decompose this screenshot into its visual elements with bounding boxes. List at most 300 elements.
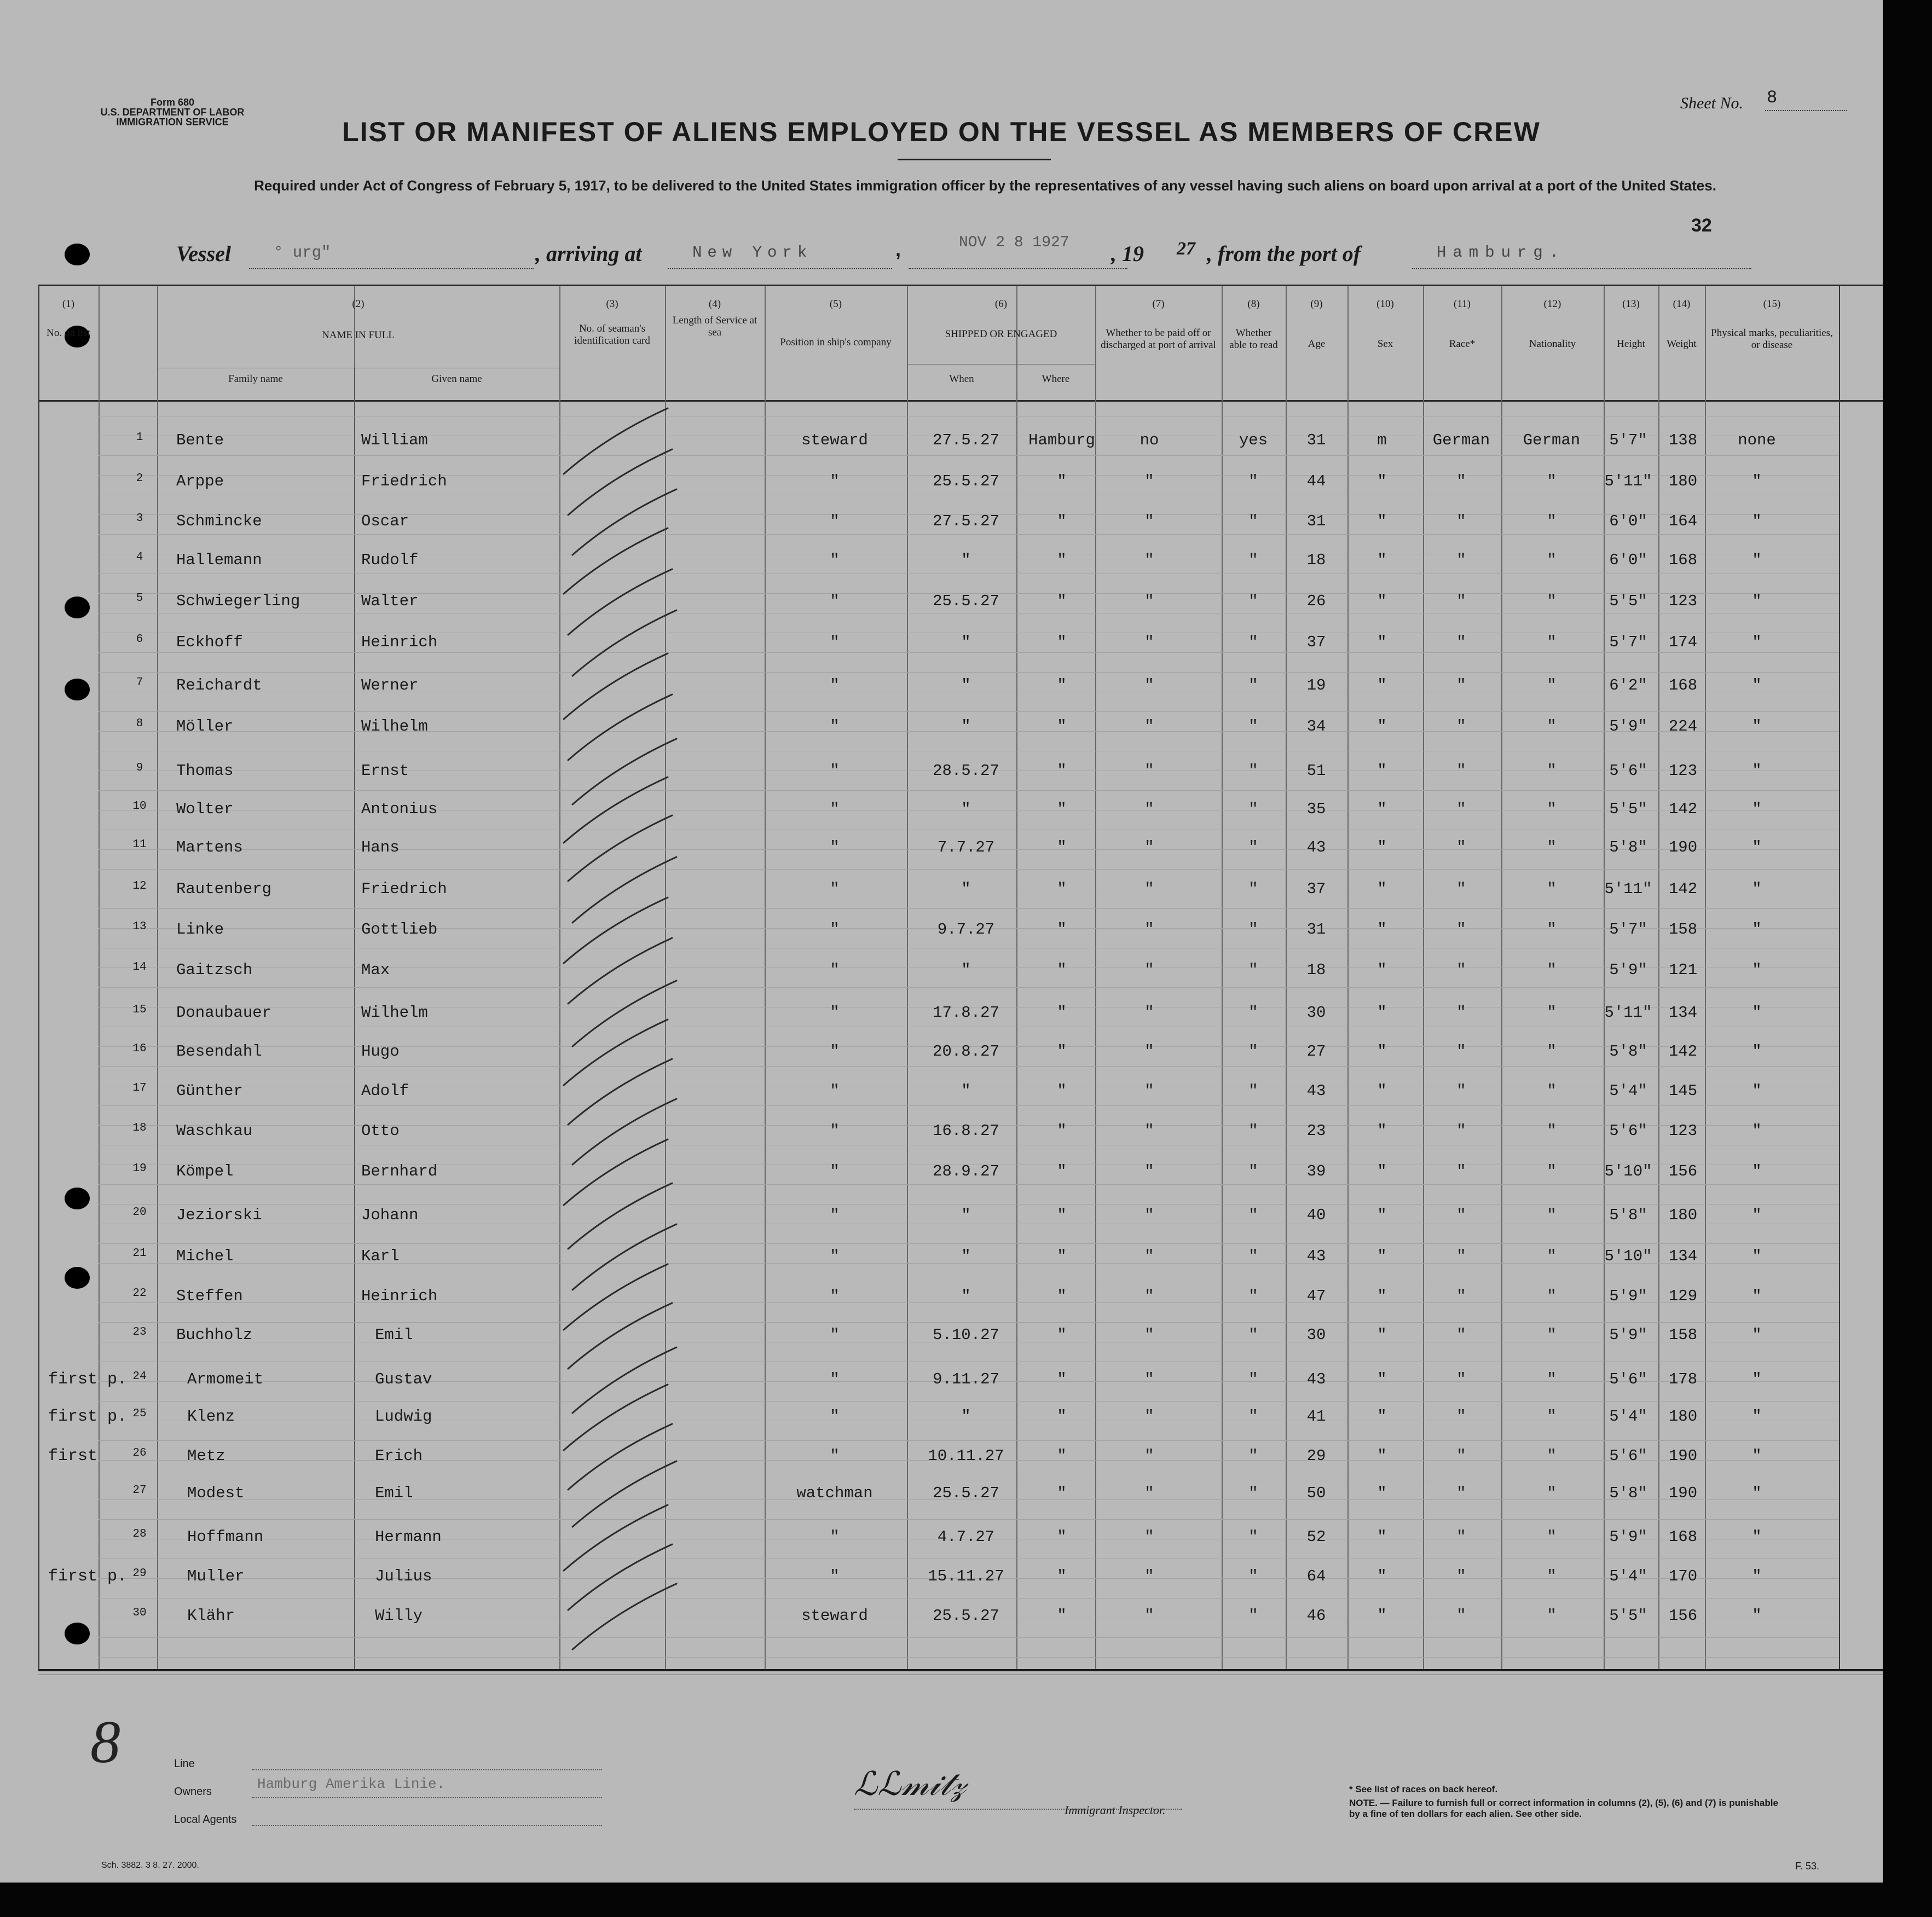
column-number: (14) [1673, 298, 1691, 310]
cell-read: " [1248, 1408, 1258, 1426]
cell-paid: " [1144, 1484, 1154, 1502]
cell-nat: " [1547, 717, 1557, 735]
row-number: 22 [132, 1287, 147, 1300]
given-name: Heinrich [361, 1287, 438, 1305]
cell-nat: " [1547, 1528, 1557, 1546]
cell-read: " [1248, 880, 1258, 898]
cell-where: " [1057, 1567, 1067, 1585]
cell-weight: 190 [1668, 1484, 1698, 1502]
row-number: 25 [132, 1408, 147, 1420]
races-note: * See list of races on back hereof. [1349, 1784, 1498, 1794]
cell-when: 27.5.27 [933, 431, 999, 449]
ruled-line [99, 1184, 1839, 1185]
family-name: Modest [187, 1484, 245, 1502]
cell-where: " [1057, 1082, 1067, 1100]
cell-sex: " [1377, 1206, 1387, 1224]
cell-sex: " [1377, 472, 1387, 490]
cell-marks: " [1752, 880, 1762, 898]
cell-read: " [1248, 717, 1258, 735]
cell-height: 5'6" [1609, 762, 1647, 780]
family-name: Jeziorski [176, 1206, 262, 1224]
cell-age: 52 [1306, 1528, 1326, 1546]
cell-read: yes [1239, 431, 1268, 449]
cell-where: " [1057, 1484, 1067, 1502]
cell-when: 20.8.27 [933, 1043, 999, 1061]
given-name: Friedrich [361, 472, 447, 490]
cell-when: " [961, 633, 971, 651]
cell-sex: " [1377, 1247, 1387, 1265]
row-number: 21 [132, 1247, 147, 1260]
cell-position: " [830, 838, 840, 856]
cell-weight: 168 [1668, 551, 1698, 569]
cell-nat: " [1547, 880, 1557, 898]
ruled-line [99, 869, 1839, 870]
cell-when: 16.8.27 [933, 1122, 999, 1140]
cell-paid: " [1144, 1122, 1154, 1140]
cell-age: 51 [1306, 762, 1326, 780]
cell-sex: " [1377, 512, 1387, 530]
ruled-line [99, 534, 1839, 535]
cell-when: " [961, 961, 971, 979]
cell-where: " [1057, 472, 1067, 490]
column-header: Height [1617, 338, 1645, 350]
cell-paid: " [1144, 800, 1154, 818]
cell-paid: " [1144, 1447, 1154, 1465]
family-name: Klenz [187, 1408, 235, 1426]
cell-where: " [1057, 1206, 1067, 1224]
cell-marks: " [1752, 1567, 1762, 1585]
service-name: IMMIGRATION SERVICE [116, 117, 229, 128]
cell-height: 5'7" [1609, 431, 1647, 449]
cell-read: " [1248, 1528, 1258, 1546]
column-header: Age [1308, 338, 1326, 350]
cell-position: " [830, 1004, 840, 1022]
cell-race: " [1456, 800, 1466, 818]
row-number: 14 [132, 961, 147, 974]
ruled-line [99, 711, 1839, 712]
cell-when: " [961, 1206, 971, 1224]
cell-sex: " [1377, 762, 1387, 780]
cell-where: " [1057, 1004, 1067, 1022]
cell-height: 5'9" [1609, 1528, 1647, 1546]
cell-sex: " [1377, 1528, 1387, 1546]
cell-sex: " [1377, 838, 1387, 856]
row-number: 28 [132, 1528, 147, 1540]
cell-age: 39 [1306, 1162, 1326, 1180]
column-number: (13) [1622, 298, 1640, 310]
cell-marks: " [1752, 1206, 1762, 1224]
cell-age: 46 [1306, 1607, 1326, 1625]
corner-mark: 32 [1691, 215, 1712, 236]
cell-age: 23 [1306, 1122, 1326, 1140]
column-header: Whether to be paid off or discharged at port of arrival [1101, 327, 1216, 351]
cell-sex: " [1377, 1043, 1387, 1061]
ruled-line [99, 1066, 1839, 1067]
penalty-note: NOTE. — Failure to furnish full or correct information in columns (2), (5), (6) and (7) is punishable by a fine of ten dollars for each alien. See other side. [1349, 1798, 1778, 1819]
family-name: Michel [176, 1247, 234, 1265]
cell-race: " [1456, 1408, 1466, 1426]
cell-weight: 123 [1668, 1122, 1698, 1140]
cell-height: 5'9" [1609, 717, 1647, 735]
cell-weight: 156 [1668, 1607, 1698, 1625]
cell-read: " [1248, 1447, 1258, 1465]
cell-position: " [830, 880, 840, 898]
cell-height: 5'4" [1609, 1082, 1647, 1100]
cell-position: " [830, 1206, 840, 1224]
column-line [157, 286, 158, 1669]
ruled-line [99, 672, 1839, 673]
cell-when: " [961, 676, 971, 694]
cell-height: 5'8" [1609, 1206, 1647, 1224]
cell-paid: " [1144, 1082, 1154, 1100]
cell-read: " [1248, 633, 1258, 651]
from-port-line [1412, 268, 1751, 269]
vessel-line [249, 268, 534, 269]
cell-when: " [961, 1408, 971, 1426]
ruled-line [99, 1243, 1839, 1244]
cell-read: " [1248, 1607, 1258, 1625]
cell-race: " [1456, 880, 1466, 898]
line-label: Line [174, 1758, 195, 1770]
from-port: Hamburg. [1437, 244, 1566, 262]
given-name: Antonius [361, 800, 438, 818]
cell-nat: " [1547, 472, 1557, 490]
cell-nat: " [1547, 551, 1557, 569]
cell-weight: 190 [1668, 838, 1698, 856]
family-name: Klähr [187, 1607, 235, 1625]
cell-race: " [1456, 1528, 1466, 1546]
cell-where: " [1057, 838, 1067, 856]
cell-sex: " [1377, 1447, 1387, 1465]
cell-where: " [1057, 633, 1067, 651]
cell-nat: " [1547, 1043, 1557, 1061]
cell-sex: " [1377, 1408, 1387, 1426]
family-name: Hoffmann [187, 1528, 264, 1546]
check-stroke [568, 569, 672, 635]
ruled-line [99, 908, 1839, 909]
cell-weight: 178 [1668, 1370, 1698, 1388]
cell-marks: " [1752, 717, 1762, 735]
cell-read: " [1248, 592, 1258, 610]
cell-age: 37 [1306, 633, 1326, 651]
column-line [38, 286, 39, 1669]
cell-weight: 174 [1668, 633, 1698, 651]
ruled-line [99, 455, 1839, 456]
family-name: Buchholz [176, 1326, 253, 1344]
cell-marks: " [1752, 551, 1762, 569]
given-name: Julius [375, 1567, 432, 1585]
cell-paid: " [1144, 838, 1154, 856]
handwritten-mark: 8 [90, 1708, 120, 1775]
cell-when: 15.11.27 [928, 1567, 1004, 1585]
given-name: Friedrich [361, 880, 447, 898]
cell-when: " [961, 551, 971, 569]
row-number: 11 [132, 838, 147, 851]
cell-marks: " [1752, 512, 1762, 530]
cell-weight: 168 [1668, 1528, 1698, 1546]
row-number: 24 [132, 1370, 147, 1383]
family-name: Möller [176, 717, 234, 735]
sheet-label: Sheet No. [1680, 94, 1743, 112]
cell-paid: " [1144, 1043, 1154, 1061]
cell-height: 5'10" [1604, 1162, 1652, 1180]
family-name: Eckhoff [176, 633, 243, 651]
cell-paid: " [1144, 1206, 1154, 1224]
column-header: Length of Service at sea [672, 315, 757, 338]
cell-where: " [1057, 1326, 1067, 1344]
cell-nat: " [1547, 1206, 1557, 1224]
column-header: Weight [1667, 338, 1697, 350]
cell-when: " [961, 1247, 971, 1265]
column-header: No. on list [47, 327, 90, 339]
cell-height: 6'0" [1609, 512, 1647, 530]
family-name: Gaitzsch [176, 961, 253, 979]
cell-nat: " [1547, 800, 1557, 818]
cell-marks: " [1752, 676, 1762, 694]
cell-paid: " [1144, 1247, 1154, 1265]
cell-where: " [1057, 1122, 1067, 1140]
cell-paid: " [1144, 762, 1154, 780]
cell-position: " [830, 961, 840, 979]
cell-when: " [961, 717, 971, 735]
ruled-line [99, 652, 1839, 653]
cell-age: 47 [1306, 1287, 1326, 1305]
ruled-line [99, 1598, 1839, 1599]
cell-age: 31 [1306, 431, 1326, 449]
check-stroke [572, 1224, 676, 1290]
column-number: (11) [1454, 298, 1471, 310]
ruled-line [99, 987, 1839, 988]
cell-position: " [830, 1082, 840, 1100]
row-number: 26 [132, 1447, 147, 1460]
row-number: 1 [136, 431, 143, 444]
check-stroke [564, 1505, 668, 1571]
cell-height: 5'4" [1609, 1567, 1647, 1585]
punch-hole [65, 1623, 90, 1644]
from-port-label: , from the port of [1207, 241, 1361, 266]
row-number: 30 [132, 1607, 147, 1619]
cell-race: " [1456, 1004, 1466, 1022]
punch-hole [65, 1267, 90, 1289]
cell-position: " [830, 1447, 840, 1465]
check-stroke [568, 449, 672, 515]
cell-weight: 170 [1668, 1567, 1698, 1585]
column-number: (2) [352, 298, 365, 310]
when-subheader: When [949, 373, 974, 385]
column-line [99, 286, 100, 1669]
column-number: (10) [1376, 298, 1394, 310]
cell-race: " [1456, 1567, 1466, 1585]
cell-sex: " [1377, 1287, 1387, 1305]
cell-race: " [1456, 512, 1466, 530]
cell-position: " [830, 1287, 840, 1305]
check-stroke [568, 694, 672, 760]
cell-height: 5'11" [1604, 880, 1652, 898]
cell-paid: " [1144, 1607, 1154, 1625]
date-line [909, 268, 1127, 269]
cell-nat: " [1547, 1408, 1557, 1426]
given-name: Walter [361, 592, 419, 610]
cell-height: 5'8" [1609, 838, 1647, 856]
cell-where: Hamburg [1028, 431, 1095, 449]
where-subheader: Where [1042, 373, 1070, 385]
cell-sex: " [1377, 1004, 1387, 1022]
manifest-sheet: Form 680 U.S. DEPARTMENT OF LABOR IMMIGRATION SERVICE Sheet No. 8 LIST OR MANIFEST OF ALIENS EMPLOYED ON THE VESSEL AS MEMBERS OF CREW Required under Act of Congress of February 5, 1917, to be delivered to the United States immigration officer by the representatives of any vessel having such aliens on board upon arrival at a port of the United States. Vessel ° urg" , arriving at New York , NOV 2 8 1927 , 19 27 , from the port of Hamburg. 32 (1) No. on list (2) NAME IN FULL (3) No. of seaman's identification card (4) Length of Service at sea (5) Position in ship's company (6) SHIPPED OR ENGAGED (7) Whether to be paid off or discharged at port of arrival (8) Whether able to read (9) Age (10) Sex (11) Race* (12) Nationality (13) Height (14) Weight (15) Physical marks, peculiarities, or disease Family name Given name When Where 1 Bente William steward 27.5.27 Hamburg no yes 31 m German German 5'7" 138 none 2 Arppe Friedrich " 25.5.27 " " " 44 " " " 5'11" 180 " 3 Schmincke Oscar " 27.5.27 " " " 31 " " " 6'0" 164 " 4 Hallemann Rudolf " " " " " 18 " " " 6'0" 168 " 5 Schwiegerling Walter " 25.5.27 " " " 26 " " " 5'5" 123 " 6 Eckhoff Heinrich " " " " " 37 " " " 5'7" 174 " 7 Reichardt Werner " " " " " 19 " " " 6'2" 168 " 8 Möller Wilhelm " " " " " 34 " " " 5'9" 224 " 9 Thomas Ernst " 28.5.27 " " " 51 " " " 5'6" 123 " 10 Wolter Antonius " " " " " 35 " " " 5'5" 142 " 11 Martens Hans " 7.7.27 " " " 43 " " " 5'8" 190 " 12 Rautenberg Friedrich " " " " " 37 " " " 5'11" 142 " 13 Linke Gottlieb " 9.7.27 " " " 31 " " " 5'7" 158 " 14 Gaitzsch Max " " " " " 18 " " " 5'9" 121 " 15 Donaubauer Wilhelm " 17.8.27 " " " 30 " " " 5'11" 134 " 16 Besendahl Hugo " 20.8.27 " " " 27 " " " 5'8" 142 " 17 Günther Adolf " " " " " 43 " " " 5'4" 145 " 18 Waschkau Otto " 16.8.27 " " " 23 " " " 5'6" 123 " 19 Kömpel Bernhard " 28.9.27 " " " 39 " " " 5'10" 156 " 20 Jeziorski Johann " " " " " 40 " " " 5'8" 180 " 21 Michel Karl " " " " " 43 " " " 5'10" 134 " 22 Steffen Heinrich " " " " " 47 " " " 5'9" 129 " 23 Buchholz Emil " 5.10.27 " " " 30 " " " 5'9" 158 " first p. 24 Armomeit Gustav " 9.11.27 " " " 43 " " " 5'6" 178 " first p. 25 Klenz Ludwig " " " " " 41 " " " 5'4" 180 " first 26 Metz Erich " 10.11.27 " " " 29 " " " 5'6" 190 " 27 Modest Emil watchman 25.5.27 " " " 50 " " " 5'8" 190 " 28 Hoffmann Hermann " 4.7.27 " " " 52 " " " 5'9" 168 " first p. 29 Muller Julius " 15.11.27 " " " 64 " " " 5'4" 170 " 30 Klähr Willy steward 25.5.27 " " " 46 " " " 5'5" 156 " 8 Line Owners Hamburg Amerika Linie. Local Agents ℒℒ𝓂𝒾𝓉𝓏 Immigrant Inspector. * See list of races on back hereof. NOTE. — Failure to furnish full or correct information in columns (2), (5), (6) and (7) is punishable by a fine of ten dollars for each alien. See other side. Sch. 3882. 3 8. 27. 2000. F. 53. [0, 0, 1883, 1883]
given-name: William [361, 431, 428, 449]
cell-race: " [1456, 551, 1466, 569]
cell-height: 5'6" [1609, 1122, 1647, 1140]
cell-sex: " [1377, 1567, 1387, 1585]
cell-when: 17.8.27 [933, 1004, 999, 1022]
family-name: Kömpel [176, 1162, 234, 1180]
check-stroke [572, 1461, 676, 1527]
cell-weight: 121 [1668, 961, 1698, 979]
page-subtitle: Required under Act of Congress of February 5, 1917, to be delivered to the United States immigration officer by the representatives of any vessel having such aliens on board upon arrival at a port of the United States. [254, 177, 1716, 194]
cell-when: " [961, 800, 971, 818]
check-stroke [568, 1183, 672, 1249]
cell-age: 31 [1306, 512, 1326, 530]
given-name: Wilhelm [361, 1004, 428, 1022]
cell-race: " [1456, 838, 1466, 856]
cell-weight: 142 [1668, 880, 1698, 898]
cell-nat: " [1547, 1082, 1557, 1100]
cell-race: " [1456, 1287, 1466, 1305]
column-number: (9) [1310, 298, 1323, 310]
row-number: 17 [132, 1082, 147, 1094]
column-header: Physical marks, peculiarities, or disease [1711, 327, 1833, 351]
column-header: Sex [1377, 338, 1393, 350]
cell-position: watchman [796, 1484, 873, 1502]
cell-marks: " [1752, 1370, 1762, 1388]
cell-marks: " [1752, 762, 1762, 780]
cell-age: 64 [1306, 1567, 1326, 1585]
cell-marks: " [1752, 1528, 1762, 1546]
cell-height: 5'5" [1609, 592, 1647, 610]
cell-marks: " [1752, 1082, 1762, 1100]
cell-weight: 180 [1668, 472, 1698, 490]
cell-sex: " [1377, 1370, 1387, 1388]
cell-where: " [1057, 1043, 1067, 1061]
check-stroke [564, 777, 668, 843]
row-number: 6 [136, 633, 143, 646]
family-name: Schwiegerling [176, 592, 300, 610]
ruled-line [99, 1440, 1839, 1441]
check-stroke [572, 981, 676, 1046]
cell-height: 5'8" [1609, 1043, 1647, 1061]
cell-nat: " [1547, 762, 1557, 780]
cell-marks: " [1752, 1122, 1762, 1140]
cell-position: " [830, 920, 840, 939]
margin-annotation: first p. [48, 1408, 128, 1426]
cell-race: " [1456, 592, 1466, 610]
cell-race: " [1456, 1043, 1466, 1061]
cell-where: " [1057, 1607, 1067, 1625]
cell-when: 4.7.27 [937, 1528, 995, 1546]
cell-height: 5'11" [1604, 472, 1652, 490]
check-stroke [564, 1264, 668, 1330]
row-number: 20 [132, 1206, 147, 1219]
cell-nat: " [1547, 1607, 1557, 1625]
cell-when: " [961, 1287, 971, 1305]
cell-where: " [1057, 762, 1067, 780]
arriving-line [668, 268, 892, 269]
cell-where: " [1057, 1162, 1067, 1180]
given-name: Adolf [361, 1082, 409, 1100]
cell-marks: " [1752, 1484, 1762, 1502]
cell-sex: " [1377, 1162, 1387, 1180]
cell-sex: " [1377, 1122, 1387, 1140]
print-code: Sch. 3882. 3 8. 27. 2000. [101, 1861, 199, 1870]
cell-paid: " [1144, 1567, 1154, 1585]
cell-weight: 168 [1668, 676, 1698, 694]
check-stroke [564, 653, 668, 719]
cell-race: " [1456, 1162, 1466, 1180]
cell-when: 9.7.27 [937, 920, 995, 939]
cell-marks: none [1738, 431, 1776, 449]
cell-position: steward [801, 1607, 868, 1625]
given-name: Emil [375, 1484, 413, 1502]
year-prefix: , 19 [1111, 241, 1144, 266]
cell-read: " [1248, 512, 1258, 530]
column-header: Race* [1449, 338, 1476, 350]
cell-age: 43 [1306, 1082, 1326, 1100]
cell-weight: 158 [1668, 920, 1698, 939]
cell-marks: " [1752, 1408, 1762, 1426]
cell-height: 5'7" [1609, 633, 1647, 651]
cell-paid: " [1144, 1004, 1154, 1022]
punch-hole [65, 244, 90, 265]
column-number: (12) [1543, 298, 1561, 310]
cell-read: " [1248, 1287, 1258, 1305]
cell-age: 44 [1306, 472, 1326, 490]
cell-when: " [961, 1082, 971, 1100]
cell-race: " [1456, 1447, 1466, 1465]
cell-weight: 180 [1668, 1206, 1698, 1224]
row-number: 10 [132, 800, 147, 813]
cell-when: 27.5.27 [933, 512, 999, 530]
owners-field [252, 1797, 602, 1798]
cell-where: " [1057, 1408, 1067, 1426]
cell-height: 5'8" [1609, 1484, 1647, 1502]
cell-race: " [1456, 961, 1466, 979]
cell-age: 19 [1306, 676, 1326, 694]
cell-sex: " [1377, 676, 1387, 694]
cell-sex: " [1377, 633, 1387, 651]
family-name: Reichardt [176, 676, 262, 694]
column-line [1839, 286, 1840, 1669]
cell-position: " [830, 592, 840, 610]
column-number: (8) [1247, 298, 1260, 310]
cell-position: " [830, 633, 840, 651]
cell-read: " [1248, 1484, 1258, 1502]
given-name: Bernhard [361, 1162, 438, 1180]
cell-weight: 123 [1668, 592, 1698, 610]
cell-position: " [830, 1408, 840, 1426]
family-name: Wolter [176, 800, 234, 818]
cell-paid: " [1144, 1370, 1154, 1388]
cell-where: " [1057, 512, 1067, 530]
check-stroke [564, 1385, 668, 1450]
given-name: Ludwig [375, 1408, 432, 1426]
cell-nat: " [1547, 512, 1557, 530]
column-number: (6) [994, 298, 1008, 310]
cell-position: " [830, 1122, 840, 1140]
cell-where: " [1057, 676, 1067, 694]
header-bottom-rule [38, 400, 1883, 402]
cell-position: " [830, 512, 840, 530]
cell-weight: 158 [1668, 1326, 1698, 1344]
check-stroke [564, 408, 668, 474]
